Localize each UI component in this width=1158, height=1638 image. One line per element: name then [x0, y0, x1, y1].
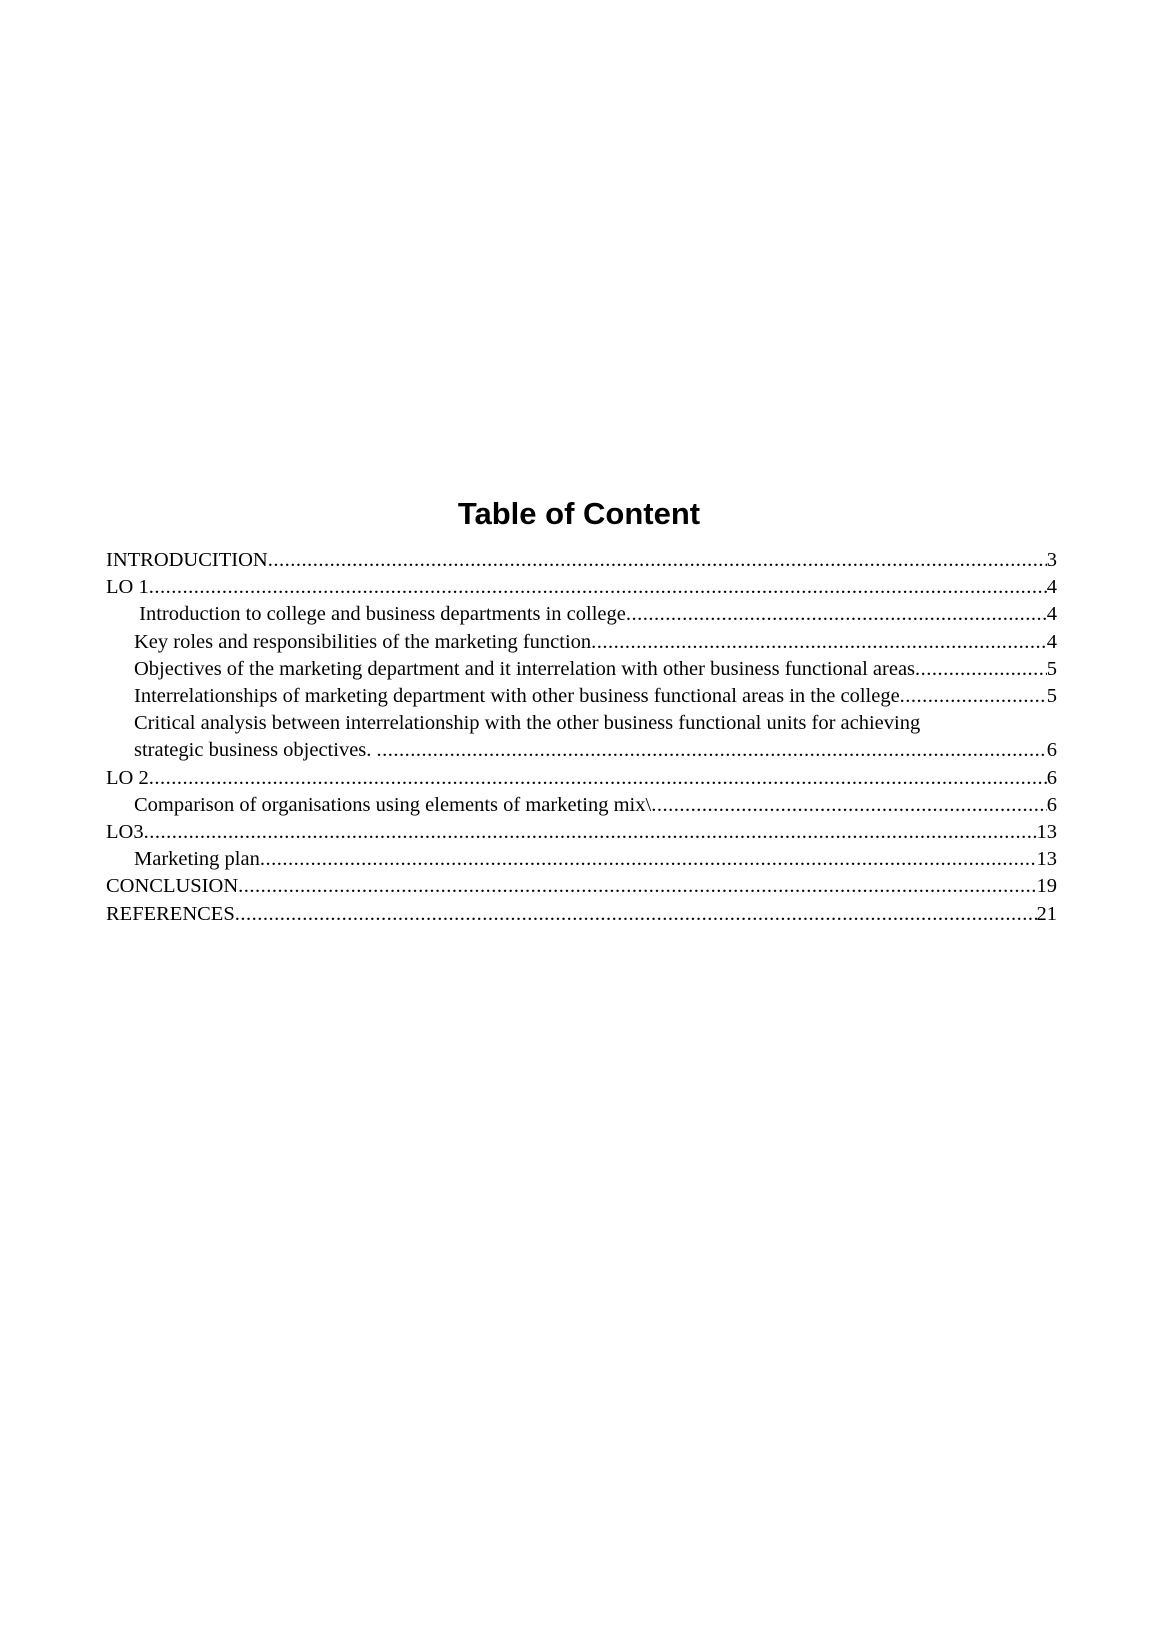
toc-entry-page: 3: [1046, 549, 1057, 571]
dot-leader: [238, 873, 1036, 900]
dot-leader: [591, 629, 1047, 656]
toc-entry-lo3[interactable]: [106, 819, 1057, 846]
dot-leader: [900, 683, 1047, 710]
dot-leader: [144, 819, 1037, 846]
toc-entry-marketing-mix[interactable]: [106, 792, 1057, 819]
toc-entry-label: LO 2: [106, 766, 149, 789]
toc-entry-page: 13: [1036, 821, 1057, 844]
toc-entry-lo2[interactable]: [106, 765, 1057, 792]
toc-entry-label: INTRODUCITION: [106, 549, 268, 571]
dot-leader: [915, 656, 1047, 683]
toc-entry-label-line1: Critical analysis between interrelationship with the other business functional units for achieving: [134, 712, 921, 735]
dot-leader: [149, 574, 1047, 601]
toc-entry-label: Marketing plan: [134, 848, 260, 871]
toc-entry-page: 6: [1046, 793, 1057, 816]
toc-entry-conclusion[interactable]: [106, 873, 1057, 900]
toc-entry-label: Interrelationships of marketing department with other business functional areas in the college: [134, 685, 900, 708]
toc-entry-references[interactable]: [106, 901, 1057, 928]
toc-entry-label: Objectives of the marketing department and it interrelation with other business functional areas: [134, 657, 916, 680]
toc-entry-intro-college[interactable]: [106, 601, 1057, 628]
toc-entry-introduction[interactable]: [106, 547, 1057, 574]
toc-entry-page: 4: [1046, 630, 1057, 653]
toc-entry-objectives[interactable]: [106, 656, 1057, 683]
toc-entry-page: 21: [1036, 902, 1057, 925]
toc-entry-page: 5: [1046, 657, 1057, 680]
toc-entry-label: REFERENCES: [106, 902, 235, 925]
dot-leader: [626, 601, 1047, 628]
toc-entry-interrelationships[interactable]: [106, 683, 1057, 710]
toc-entry-marketing-plan[interactable]: [106, 846, 1057, 873]
dot-leader: [377, 737, 1047, 764]
toc-entry-critical-analysis[interactable]: [106, 710, 1057, 764]
toc-entry-label: LO 1: [106, 576, 149, 599]
table-of-contents: [106, 547, 1057, 928]
toc-entry-label: Comparison of organisations using elements of marketing mix\: [134, 793, 652, 816]
toc-entry-page: 6: [1046, 766, 1057, 789]
toc-entry-page: 4: [1046, 576, 1057, 599]
dot-leader: [235, 901, 1037, 928]
toc-entry-label-line2: strategic business objectives.: [134, 739, 377, 762]
dot-leader: [260, 846, 1037, 873]
dot-leader: [268, 547, 1047, 574]
dot-leader: [651, 792, 1047, 819]
toc-entry-page: 6: [1046, 739, 1057, 762]
toc-entry-page: 13: [1036, 848, 1057, 871]
dot-leader: [149, 765, 1047, 792]
toc-entry-page: 19: [1036, 875, 1057, 898]
toc-entry-label: CONCLUSION: [106, 875, 239, 898]
toc-entry-key-roles[interactable]: [106, 629, 1057, 656]
toc-entry-line2: [134, 737, 1057, 764]
toc-entry-label: LO3: [106, 821, 144, 844]
toc-entry-label: Key roles and responsibilities of the marketing function: [134, 630, 592, 653]
toc-title: Table of Content: [457, 496, 701, 531]
toc-entry-lo1[interactable]: [106, 574, 1057, 601]
toc-entry-label: Introduction to college and business departments in college: [134, 603, 626, 626]
toc-entry-page: 5: [1046, 685, 1057, 708]
toc-entry-page: 4: [1046, 603, 1057, 626]
